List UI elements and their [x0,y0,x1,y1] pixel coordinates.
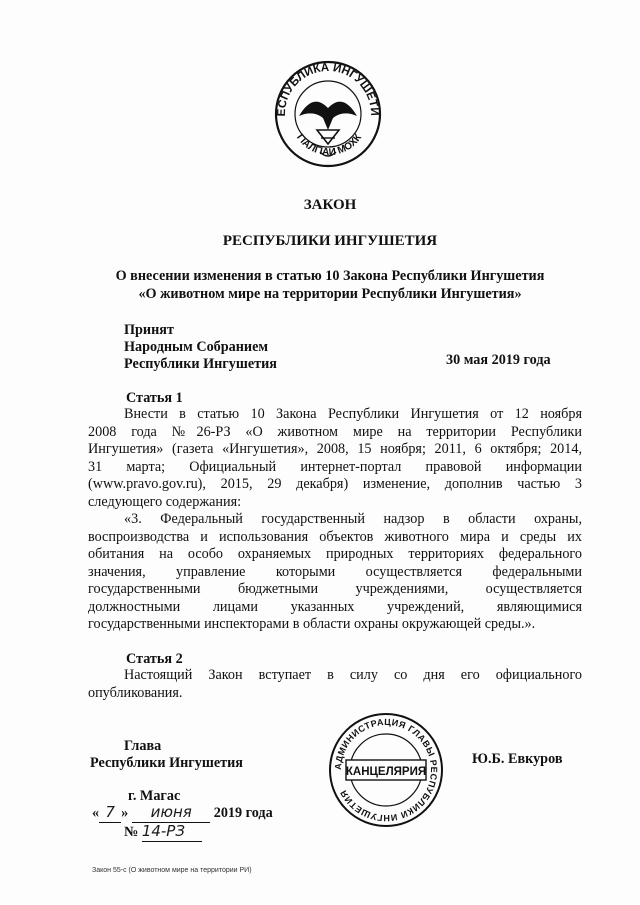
law-title-line1: О внесении изменения в статью 10 Закона Республики Ингушетия [115,268,545,284]
adopted-by-republic: Республики Ингушетия [124,356,277,372]
handwritten-number: 14-РЗ [142,823,202,842]
date-open-quote: « [92,805,100,821]
article1-line: (www.pravo.gov.ru), 2015, 29 декабря) изменение, дополнив частью 3 [88,476,582,492]
signatory-title: Глава [124,738,162,754]
article1-line: 31 марта; Официальный интернет-портал правовой информации [88,458,582,475]
signatory-name: Ю.Б. Евкуров [472,751,563,767]
article1-quote-line: должностными лицами указанных учреждений, являющимися [88,598,582,615]
article2-line: Настоящий Закон вступает в силу со дня его официального [124,667,582,683]
place-city: г. Магас [128,788,181,804]
article1-quote-line: значения, управление которыми осуществляется федеральными [88,563,582,580]
sign-date [92,804,273,823]
article1-body [88,406,582,634]
article1-heading: Статья 1 [126,390,183,406]
article2-heading: Статья 2 [126,651,183,667]
signatory-republic: Республики Ингушетия [90,755,243,771]
republic-emblem [273,52,383,180]
sign-year: 2019 года [213,805,273,821]
republic-heading: РЕСПУБЛИКИ ИНГУШЕТИЯ [222,233,438,249]
law-title-line2: «О животном мире на территории Республики Ингушетия» [138,286,522,302]
article1-quote-line: государственными бюджетными учреждениями, осуществляется [88,581,582,597]
article1-line: следующего содержания: [88,493,242,510]
emblem-top-text: ЕСПУБЛИКА ИНГУШЕТИ [275,61,381,117]
handwritten-month: июня [132,804,210,823]
article1-quote-line: обитания на особо охраняемых природных территориях федерального [88,546,582,562]
article1-quote-line: государственными инспекторами в области охраны окружающей среды.». [88,616,536,632]
adoption-date: 30 мая 2019 года [446,352,551,368]
article1-line: 2008 года №26-РЗ «О животном мире на территории Республики [88,423,582,440]
stamp-center-text: КАНЦЕЛЯРИЯ [345,766,427,778]
emblem-bottom-text: ГIАЛГIАЙ МОХК [294,132,364,159]
article1-quote-line: воспроизводства и использования объектов животного мира и среды их [88,528,582,545]
article1-line: Внести в статью 10 Закона Республики Ингушетия от 12 ноября [124,406,582,422]
doc-type: ЗАКОН [303,197,357,213]
article2-line: опубликования. [88,684,183,701]
article2-body [88,667,582,702]
handwritten-day: 7 [99,804,121,823]
date-close-quote: » [121,805,129,821]
law-number [124,823,202,842]
footer-file-note: Закон 55-с (О животном мире на территории РИ) [92,867,252,874]
stamp-graphic [326,710,446,830]
adopted-label: Принят [124,322,174,338]
adopted-by: Народным Собранием [124,339,269,355]
emblem-graphic [273,52,383,180]
number-label: № [124,824,139,840]
article1-line: Ингушетия» (газета «Ингушетия», 2008, 15 ноября; 2011, 6 октября; 2014, [88,441,582,457]
stamp-ring-text: АДМИНИСТРАЦИЯ ГЛАВЫ РЕСПУБЛИКИ ИНГУШЕТИЯ [332,716,440,824]
article1-quote-line: «3. Федеральный государственный надзор в области охраны, [124,511,582,527]
office-stamp [326,710,446,830]
